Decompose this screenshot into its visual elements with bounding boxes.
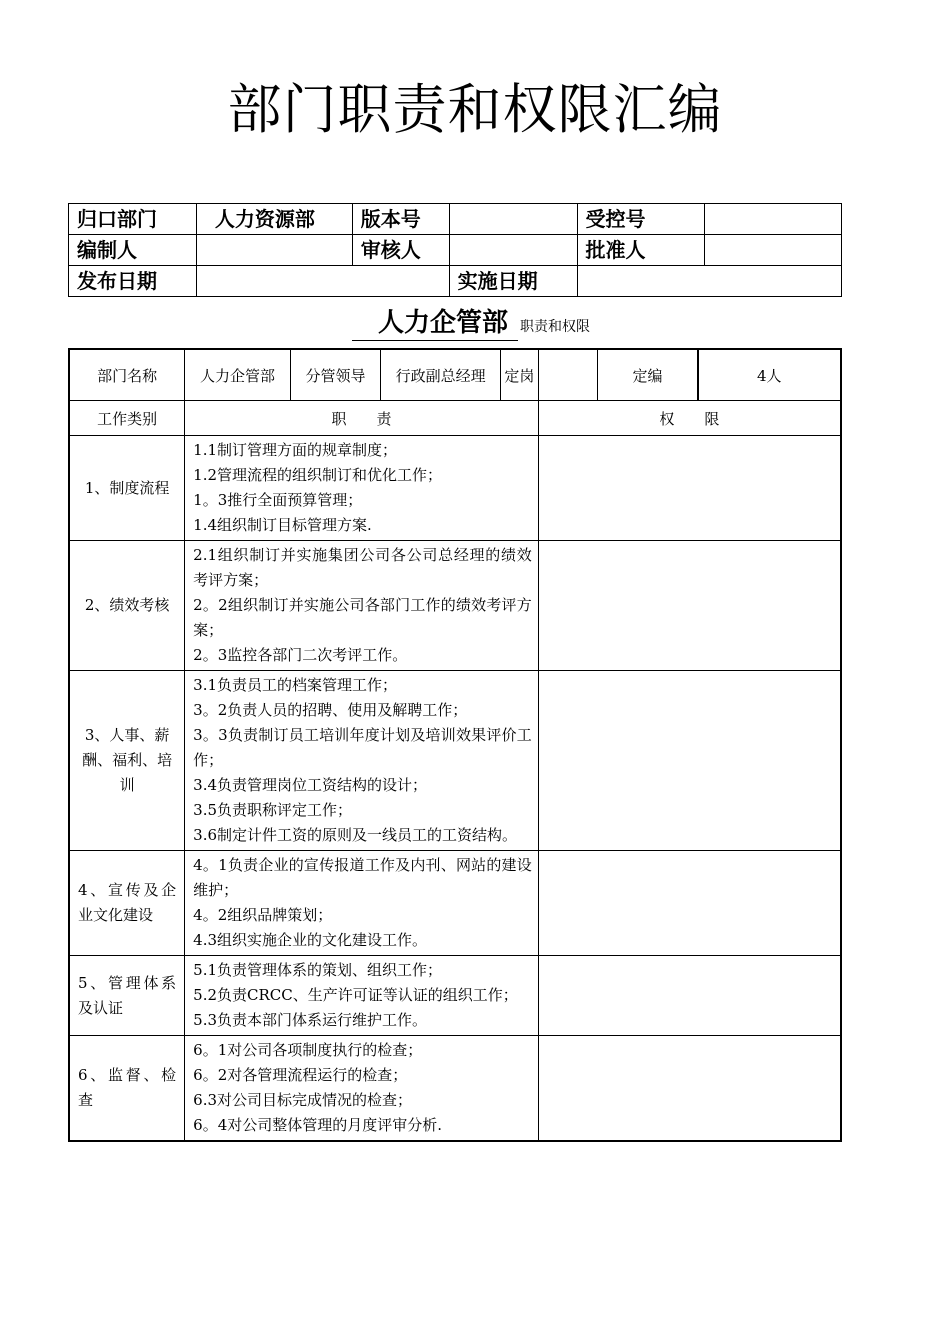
version-value <box>449 204 577 235</box>
row-duties <box>185 956 539 1036</box>
duty-item: 3.5负责职称评定工作； <box>193 801 353 819</box>
row-category: 6、监督、检查 <box>69 1036 185 1142</box>
reviewer-label: 审核人 <box>352 235 449 266</box>
duty-item: 5.2负责CRCC、生产许可证等认证的组织工作； <box>193 986 518 1004</box>
duty-item: 4.3组织实施企业的文化建设工作。 <box>193 931 428 949</box>
row-duties <box>185 541 539 671</box>
dept-name-label: 部门名称 <box>69 349 185 401</box>
row-category: 2、绩效考核 <box>69 541 185 671</box>
duty-item: 1.4组织制订目标管理方案. <box>193 516 372 534</box>
duty-item: 2。3监控各部门二次考评工作。 <box>193 646 408 664</box>
duty-item: 3.1负责员工的档案管理工作； <box>193 676 398 694</box>
row-duties <box>185 436 539 541</box>
dept-label: 归口部门 <box>69 204 197 235</box>
row-category: 3、人事、薪酬、福利、培训 <box>69 671 185 851</box>
duty-item: 2。2组织制订并实施公司各部门工作的绩效考评方案； <box>193 596 532 639</box>
duty-item: 1。3推行全面预算管理； <box>193 491 363 509</box>
row-authority <box>538 956 841 1036</box>
publish-date-value <box>196 266 449 297</box>
duty-item: 6。2对各管理流程运行的检查； <box>193 1066 408 1084</box>
row-duties <box>185 1036 539 1142</box>
row-category: 4、宣传及企业文化建设 <box>69 851 185 956</box>
subtitle-suffix: 职责和权限 <box>520 319 591 335</box>
reviewer-value <box>449 235 577 266</box>
post-value <box>538 349 598 401</box>
leader-label: 分管领导 <box>290 349 381 401</box>
effective-date-value <box>577 266 841 297</box>
duty-item: 1.1制订管理方面的规章制度； <box>193 441 398 459</box>
dept-name-value: 人力企管部 <box>185 349 291 401</box>
duty-item: 3。3负责制订员工培训年度计划及培训效果评价工作； <box>193 726 532 769</box>
row-category: 5、管理体系及认证 <box>69 956 185 1036</box>
duties-column-header: 职 责 <box>185 401 539 436</box>
duty-item: 4。1负责企业的宣传报道工作及内刊、网站的建设维护； <box>193 856 532 899</box>
leader-value: 行政副总经理 <box>381 349 501 401</box>
row-authority <box>538 1036 841 1142</box>
authority-column-header: 权 限 <box>538 401 841 436</box>
author-value <box>196 235 352 266</box>
post-label: 定岗 <box>500 349 538 401</box>
row-duties <box>185 851 539 956</box>
approver-label: 批准人 <box>577 235 705 266</box>
duty-item: 1.2管理流程的组织制订和优化工作； <box>193 466 443 484</box>
control-label: 受控号 <box>577 204 705 235</box>
section-subtitle <box>352 306 590 341</box>
duty-item: 5.3负责本部门体系运行维护工作。 <box>193 1011 428 1029</box>
duty-item: 4。2组织品牌策划； <box>193 906 333 924</box>
duty-item: 6。1对公司各项制度执行的检查； <box>193 1041 423 1059</box>
row-authority <box>538 671 841 851</box>
duty-item: 3。2负责人员的招聘、使用及解聘工作； <box>193 701 468 719</box>
row-authority <box>538 851 841 956</box>
duty-item: 3.6制定计件工资的原则及一线员工的工资结构。 <box>193 826 518 844</box>
category-column-header: 工作类别 <box>69 401 185 436</box>
row-category: 1、制度流程 <box>69 436 185 541</box>
document-title: 部门职责和权限汇编 <box>227 78 723 141</box>
staff-value: 4人 <box>698 349 841 401</box>
dept-value: 人力资源部 <box>196 204 352 235</box>
row-authority <box>538 436 841 541</box>
duty-item: 6.3对公司目标完成情况的检查； <box>193 1091 413 1109</box>
staff-label: 定编 <box>598 349 698 401</box>
document-meta-table <box>68 203 842 297</box>
duties-table <box>68 348 842 1142</box>
duty-item: 6。4对公司整体管理的月度评审分析. <box>193 1116 443 1134</box>
publish-date-label: 发布日期 <box>69 266 197 297</box>
duty-item: 2.1组织制订并实施集团公司各公司总经理的绩效考评方案； <box>193 546 532 589</box>
subtitle-dept: 人力企管部 <box>352 306 518 341</box>
version-label: 版本号 <box>352 204 449 235</box>
approver-value <box>705 235 842 266</box>
effective-date-label: 实施日期 <box>449 266 577 297</box>
duty-item: 3.4负责管理岗位工资结构的设计； <box>193 776 428 794</box>
duty-item: 5.1负责管理体系的策划、组织工作； <box>193 961 443 979</box>
row-authority <box>538 541 841 671</box>
row-duties <box>185 671 539 851</box>
control-value <box>705 204 842 235</box>
author-label: 编制人 <box>69 235 197 266</box>
